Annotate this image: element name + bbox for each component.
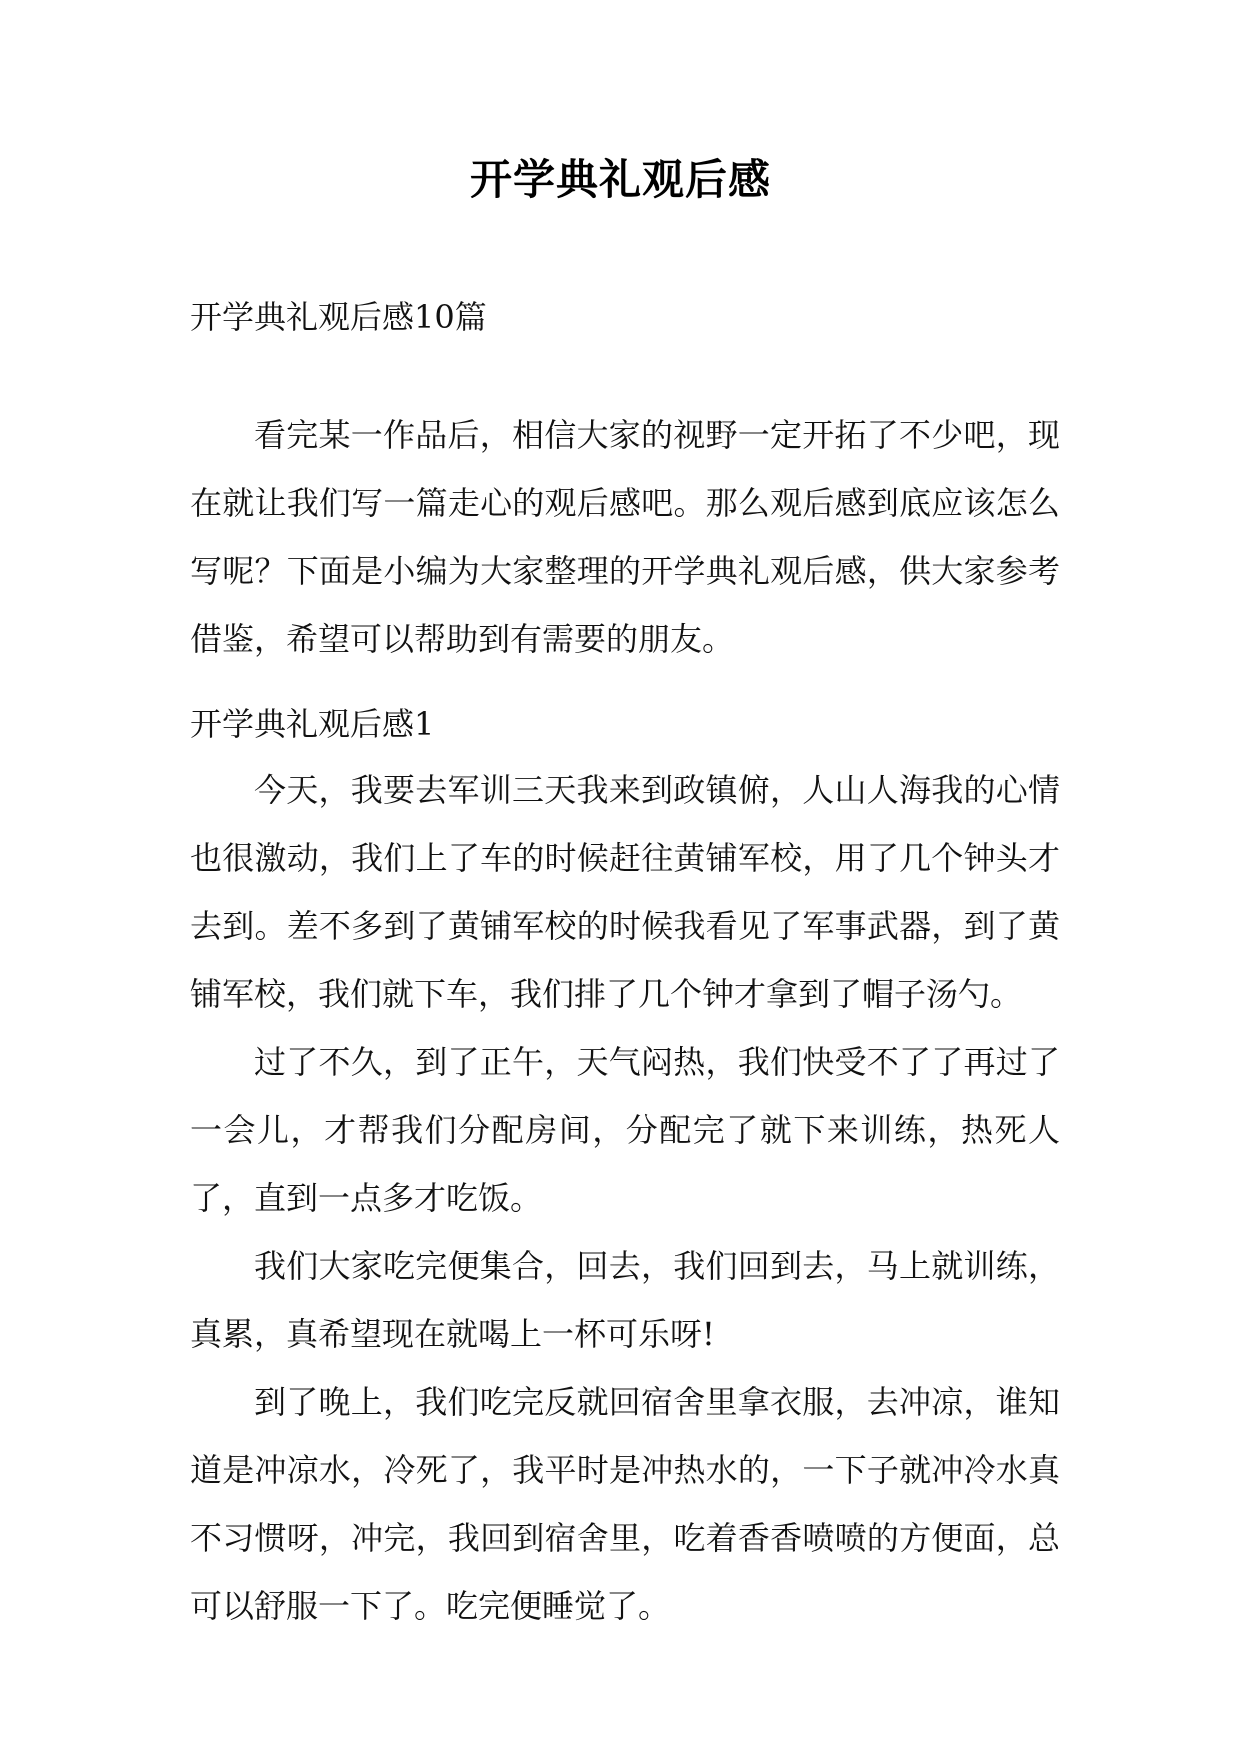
document-subtitle: 开学典礼观后感10篇 — [190, 298, 487, 336]
intro-paragraph-block — [190, 401, 1060, 673]
story-body — [190, 756, 1060, 1640]
story-paragraph: 过了不久，到了正午，天气闷热，我们快受不了了再过了一会儿，才帮我们分配房间，分配完了就下来训练，热死人了，直到一点多才吃饭。 — [190, 1043, 1060, 1217]
document-title: 开学典礼观后感 — [469, 155, 771, 204]
story-paragraph: 我们大家吃完便集合，回去，我们回到去，马上就训练，真累，真希望现在就喝上一杯可乐呀! — [190, 1247, 1060, 1353]
intro-paragraph: 看完某一作品后，相信大家的视野一定开拓了不少吧，现在就让我们写一篇走心的观后感吧。那么观后感到底应该怎么写呢？下面是小编为大家整理的开学典礼观后感，供大家参考借鉴，希望可以帮助到有需要的朋友。 — [190, 416, 1060, 658]
story-paragraph: 今天，我要去军训三天我来到政镇俯，人山人海我的心情也很激动，我们上了车的时候赶往黄铺军校，用了几个钟头才去到。差不多到了黄铺军校的时候我看见了军事武器，到了黄铺军校，我们就下车，我们排了几个钟才拿到了帽子汤勺。 — [190, 771, 1060, 1013]
section-heading: 开学典礼观后感1 — [190, 705, 435, 743]
story-paragraph: 到了晚上，我们吃完反就回宿舍里拿衣服，去冲凉，谁知道是冲凉水，冷死了，我平时是冲热水的，一下子就冲冷水真不习惯呀，冲完，我回到宿舍里，吃着香香喷喷的方便面，总可以舒服一下了。吃完便睡觉了。 — [190, 1383, 1060, 1625]
